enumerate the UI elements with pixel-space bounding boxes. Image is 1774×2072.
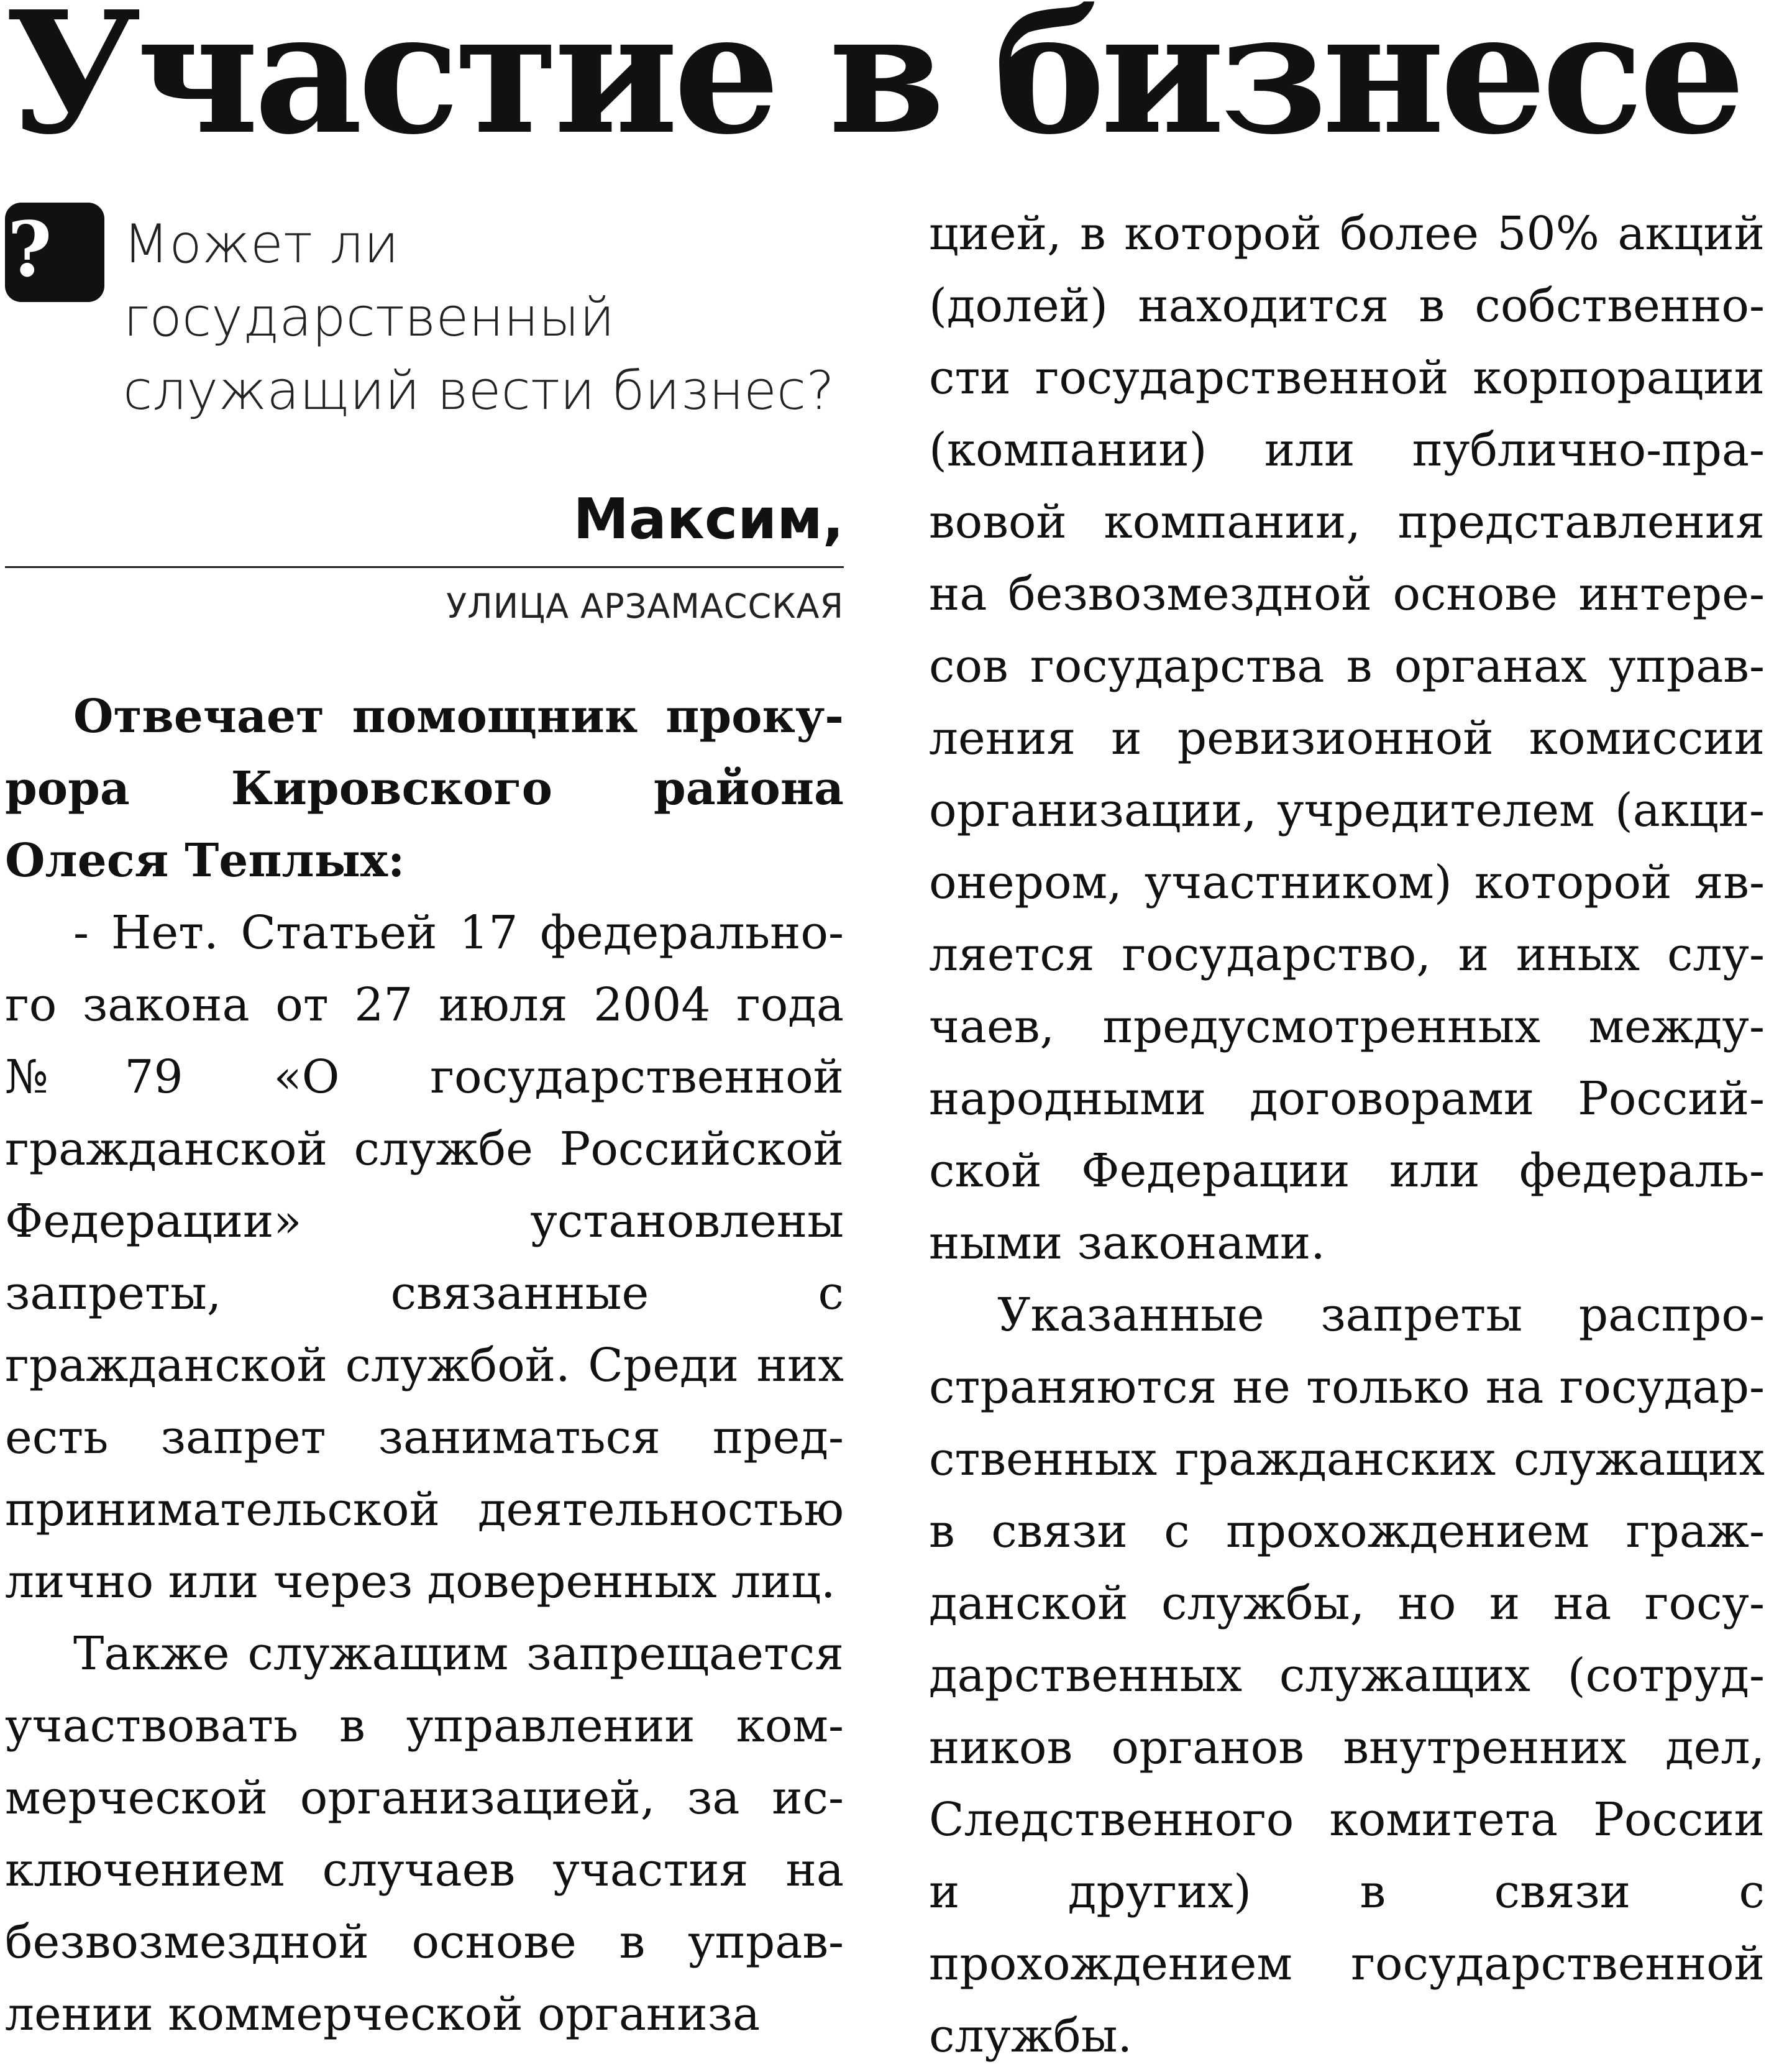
question-mark-icon: [5, 203, 104, 302]
author-name: Максим,: [573, 487, 844, 552]
answer-paragraph-3: Указанные запреты распространяются не только на государственных гражданских служащих в связи с прохождением гражданской службы, но и на государственных служащих (сотрудников органов внутренних дел, Следственного комитета России и других) в связи с прохождением государственной службы.: [929, 1288, 1765, 2063]
question-block: [5, 198, 844, 471]
headline: Участие в бизнесе: [5, 0, 1741, 172]
divider: [5, 566, 844, 568]
answer-paragraph-2-cont: цией, в которой более 50% акций (долей) находится в собственности государственной корпорации (компании) или публично-правовой компании, представления на безвозмездной основе интересов государства в органах управления и ревизионной комиссии организации, учредителем (акционером, участником) которой является государство, и иных случаев, предусмотренных международными договорами Российской Федерации или федеральными законами.: [929, 207, 1765, 1270]
answer-lead: Отвечает помощник прокурора Кировского района Олеся Теплых:: [5, 690, 844, 887]
left-column: [5, 198, 844, 2050]
answer-left-body: [5, 681, 844, 2050]
question-mark-glyph: ?: [7, 204, 52, 294]
answer-paragraph-2-start: Также служащим запрещается участвовать в управлении коммерческой организацией, за исключением случаев участия на безвозмездной основе в управлении коммерческой организа: [5, 1627, 844, 2041]
author-address: УЛИЦА АРЗАМАССКАЯ: [446, 587, 844, 626]
right-column: [929, 198, 1765, 2072]
question-text: Может ли государственный служащий вести бизнес?: [123, 213, 834, 422]
answer-paragraph-1: - Нет. Статьей 17 федерального закона от 27 июля 2004 года №79 «О государственной гражданской службе Российской Федерации» установлены запреты, связанные с гражданской службой. Среди них есть запрет заниматься предпринимательской деятельностью лично или через доверенных лиц.: [5, 906, 844, 1608]
